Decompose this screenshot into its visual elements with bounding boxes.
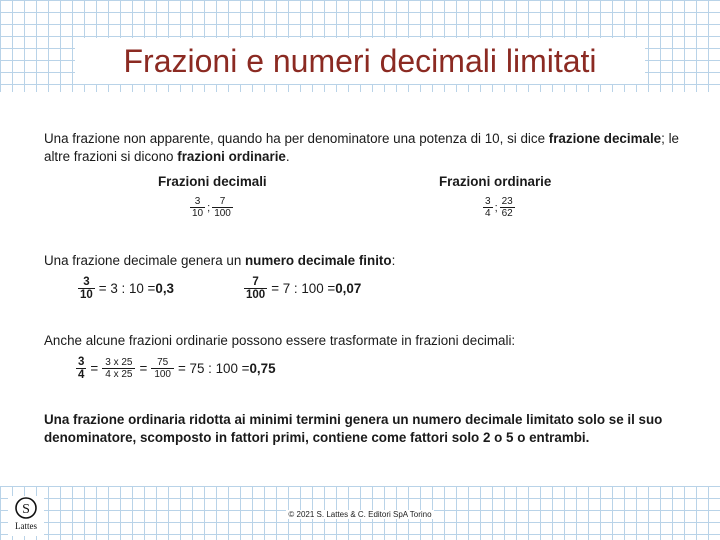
denominator: 4 bbox=[485, 208, 491, 219]
numerator: 3 bbox=[83, 276, 90, 288]
intro-text-2: ; le altre frazioni si dicono bbox=[44, 131, 680, 164]
division-expression: = 3 : 10 = bbox=[98, 281, 156, 296]
numerator: 7 bbox=[219, 196, 226, 207]
numerator: 7 bbox=[252, 276, 259, 288]
denominator: 100 bbox=[214, 208, 231, 219]
copyright-text: © 2021 S. Lattes & C. Editori SpA Torino bbox=[288, 510, 432, 519]
fraction bbox=[500, 196, 515, 219]
conclusion-paragraph: Una frazione ordinaria ridotta ai minimi termini genera un numero decimale limitato solo se il suo denominatore, scomposto in fattori primi, contiene come fattori solo 2 o 5 o entrambi. bbox=[44, 412, 663, 445]
separator: ; bbox=[494, 201, 498, 214]
denominator: 10 bbox=[192, 208, 204, 219]
result-value: 0,07 bbox=[335, 281, 362, 296]
svg-text:S: S bbox=[22, 502, 30, 517]
numerator: 23 bbox=[501, 196, 513, 207]
ordinary-fractions-heading: Frazioni ordinarie bbox=[439, 174, 552, 189]
separator: ; bbox=[207, 201, 211, 214]
section2-term: numero decimale finito bbox=[244, 253, 392, 268]
result-value: 0,3 bbox=[155, 281, 175, 296]
section3-paragraph: Anche alcune frazioni ordinarie possono essere trasformate in frazioni decimali: bbox=[44, 333, 516, 348]
fraction bbox=[212, 196, 233, 219]
division-expression: = 7 : 100 = bbox=[271, 281, 336, 296]
numerator: 3 bbox=[78, 356, 85, 368]
footer bbox=[0, 510, 720, 519]
slide-content bbox=[0, 92, 720, 486]
conversion-example bbox=[76, 356, 276, 381]
result-value: 0,75 bbox=[249, 361, 276, 376]
denominator: 62 bbox=[501, 208, 513, 219]
decimal-examples bbox=[190, 196, 233, 219]
intro-term-decimal: frazione decimale bbox=[548, 131, 662, 146]
decimal-example-1 bbox=[78, 276, 174, 301]
denominator: 4 bbox=[78, 369, 85, 381]
division-expression: = 75 : 100 = bbox=[178, 361, 250, 376]
fraction bbox=[102, 357, 135, 380]
fraction bbox=[76, 356, 86, 381]
page-title: Frazioni e numeri decimali limitati bbox=[123, 43, 597, 79]
numerator: 3 x 25 bbox=[105, 357, 133, 368]
ordinary-examples bbox=[483, 196, 515, 219]
numerator: 75 bbox=[157, 357, 169, 368]
decimal-fractions-heading: Frazioni decimali bbox=[158, 174, 267, 189]
fraction bbox=[244, 276, 267, 301]
fraction bbox=[190, 196, 205, 219]
numerator: 3 bbox=[485, 196, 491, 207]
intro-term-ordinary: frazioni ordinarie bbox=[177, 149, 286, 164]
equals-sign: = bbox=[90, 361, 99, 376]
intro-paragraph bbox=[44, 130, 684, 166]
title-panel bbox=[75, 38, 645, 84]
denominator: 100 bbox=[246, 289, 266, 301]
publisher-logo-text: Lattes bbox=[15, 521, 37, 531]
section2-paragraph bbox=[44, 252, 684, 270]
numerator: 3 bbox=[194, 196, 201, 207]
equals-sign: = bbox=[139, 361, 148, 376]
denominator: 4 x 25 bbox=[102, 368, 135, 380]
fraction bbox=[78, 276, 95, 301]
section2-text: Una frazione decimale genera un bbox=[44, 253, 245, 268]
intro-text-3: . bbox=[285, 149, 290, 164]
intro-text-1: Una frazione non apparente, quando ha per denominatore una potenza di 10, si dice bbox=[44, 131, 549, 146]
fraction bbox=[151, 357, 174, 380]
fraction bbox=[483, 196, 493, 219]
decimal-example-2 bbox=[244, 276, 361, 301]
section2-colon: : bbox=[391, 253, 396, 268]
denominator: 10 bbox=[80, 289, 93, 301]
denominator: 100 bbox=[151, 368, 174, 380]
